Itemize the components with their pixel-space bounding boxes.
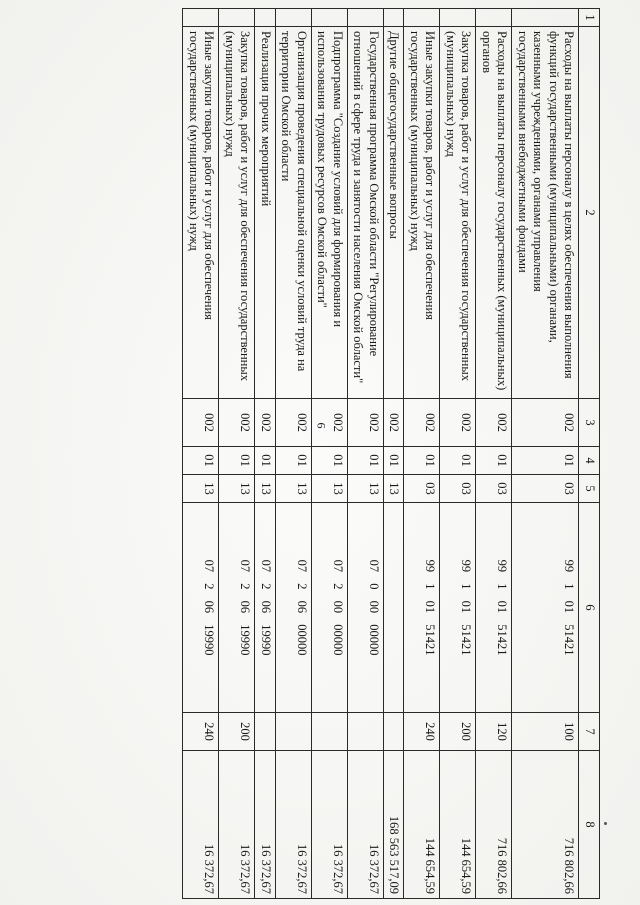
row-code-7 xyxy=(348,713,384,751)
row-code-3: 002 xyxy=(384,399,405,447)
row-code-3: 002 xyxy=(219,399,255,447)
table-row xyxy=(512,9,579,899)
row-code-5: 13 xyxy=(183,475,219,503)
row-marker xyxy=(440,9,476,27)
row-code-5: 03 xyxy=(512,475,579,503)
row-code-6: 07 2 00 00000 xyxy=(312,503,348,713)
row-code-6: 07 2 06 19990 xyxy=(183,503,219,713)
row-code-7 xyxy=(312,713,348,751)
row-description: Государственная программа Омской области "Регулирование отношений в сфере труда и занятости населения Омской области" xyxy=(348,27,384,399)
table-row xyxy=(476,9,512,899)
row-code-3: 002 xyxy=(440,399,476,447)
row-code-4: 01 xyxy=(476,447,512,475)
row-code-6: 07 2 06 19990 xyxy=(219,503,255,713)
row-code-5: 03 xyxy=(476,475,512,503)
row-amount: 144 654,59 xyxy=(404,751,440,899)
row-description: Организация проведения специальной оценки условий труда на территории Омской области xyxy=(276,27,312,399)
row-code-4: 01 xyxy=(255,447,276,475)
row-marker xyxy=(476,9,512,27)
row-code-7 xyxy=(384,713,405,751)
row-code-5: 13 xyxy=(219,475,255,503)
row-code-7: 240 xyxy=(404,713,440,751)
row-amount: 16 372,67 xyxy=(348,751,384,899)
row-code-6: 99 1 01 51421 xyxy=(512,503,579,713)
row-code-4: 01 xyxy=(348,447,384,475)
row-code-4: 01 xyxy=(276,447,312,475)
row-amount: 16 372,67 xyxy=(255,751,276,899)
row-description: Расходы на выплаты персоналу в целях обеспечения выполнения функций государственными (муниципальными) органами, казенными учреждениями, органами управления государственными внебюджетными фондами xyxy=(512,27,579,399)
row-code-6: 99 1 01 51421 xyxy=(440,503,476,713)
row-code-5: 13 xyxy=(348,475,384,503)
row-code-4: 01 xyxy=(512,447,579,475)
row-description: Закупка товаров, работ и услуг для обеспечения государственных (муниципальных) нужд xyxy=(440,27,476,399)
row-code-3: 002 xyxy=(255,399,276,447)
row-description: Другие общегосударственные вопросы xyxy=(384,27,405,399)
row-code-5: 13 xyxy=(384,475,405,503)
row-code-4: 01 xyxy=(384,447,405,475)
row-amount: 144 654,59 xyxy=(440,751,476,899)
row-code-5: 13 xyxy=(255,475,276,503)
table-row xyxy=(255,9,276,899)
row-code-4: 01 xyxy=(404,447,440,475)
row-marker xyxy=(512,9,579,27)
row-marker xyxy=(312,9,348,27)
row-marker xyxy=(255,9,276,27)
row-code-7: 120 xyxy=(476,713,512,751)
table-row xyxy=(384,9,405,899)
row-code-4: 01 xyxy=(312,447,348,475)
table-row xyxy=(404,9,440,899)
row-description: Подпрограмма "Создание условий для формирования и использования трудовых ресурсов Омской области" xyxy=(312,27,348,399)
row-marker xyxy=(183,9,219,27)
row-code-6 xyxy=(384,503,405,713)
row-code-5: 03 xyxy=(440,475,476,503)
header-col-5: 5 xyxy=(579,475,600,503)
header-col-6: 6 xyxy=(579,503,600,713)
header-col-8: 8 xyxy=(579,751,600,899)
table-row xyxy=(276,9,312,899)
row-amount: 716 802,66 xyxy=(476,751,512,899)
row-amount: 16 372,67 xyxy=(276,751,312,899)
header-col-3: 3 xyxy=(579,399,600,447)
row-marker xyxy=(276,9,312,27)
header-col-2: 2 xyxy=(579,27,600,399)
row-code-7 xyxy=(276,713,312,751)
row-code-3: 002 xyxy=(348,399,384,447)
row-code-4: 01 xyxy=(219,447,255,475)
row-code-4: 01 xyxy=(183,447,219,475)
table-row xyxy=(440,9,476,899)
row-amount: 168 563 517,09 xyxy=(384,751,405,899)
row-description: Реализация прочих мероприятий xyxy=(255,27,276,399)
page-number: 6 xyxy=(314,422,329,429)
row-code-7 xyxy=(255,713,276,751)
row-marker xyxy=(404,9,440,27)
row-code-3: 002 xyxy=(183,399,219,447)
row-code-7: 200 xyxy=(219,713,255,751)
table-row xyxy=(219,9,255,899)
row-code-5: 13 xyxy=(276,475,312,503)
row-code-3: 002 xyxy=(512,399,579,447)
row-description: Расходы на выплаты персоналу государственных (муниципальных) органов xyxy=(476,27,512,399)
row-code-5: 13 xyxy=(312,475,348,503)
row-code-3: 002 xyxy=(276,399,312,447)
row-amount: 16 372,67 xyxy=(312,751,348,899)
row-code-3: 002 xyxy=(312,399,348,447)
row-code-6: 07 2 06 00000 xyxy=(276,503,312,713)
row-description: Закупка товаров, работ и услуг для обеспечения государственных (муниципальных) нужд xyxy=(219,27,255,399)
table-row xyxy=(183,9,219,899)
row-code-6: 07 2 06 19990 xyxy=(255,503,276,713)
row-amount: 716 802,66 xyxy=(512,751,579,899)
header-row xyxy=(579,9,600,899)
row-code-6: 99 1 01 51421 xyxy=(476,503,512,713)
row-amount: 16 372,67 xyxy=(183,751,219,899)
header-col-1: 1 xyxy=(579,9,600,27)
row-code-3: 002 xyxy=(476,399,512,447)
budget-table xyxy=(183,8,601,899)
row-amount: 16 372,67 xyxy=(219,751,255,899)
scan-speck xyxy=(604,822,607,825)
row-marker xyxy=(348,9,384,27)
header-col-7: 7 xyxy=(579,713,600,751)
row-code-7: 240 xyxy=(183,713,219,751)
row-marker xyxy=(384,9,405,27)
row-code-6: 07 0 00 00000 xyxy=(348,503,384,713)
row-code-7: 200 xyxy=(440,713,476,751)
budget-table-rotated xyxy=(80,8,600,898)
table-row xyxy=(312,9,348,899)
row-marker xyxy=(219,9,255,27)
table-row xyxy=(348,9,384,899)
row-description: Иные закупки товаров, работ и услуг для обеспечения государственных (муниципальных) нужд xyxy=(183,27,219,399)
row-description: Иные закупки товаров, работ и услуг для обеспечения государственных (муниципальных) нужд xyxy=(404,27,440,399)
row-code-4: 01 xyxy=(440,447,476,475)
row-code-6: 99 1 01 51421 xyxy=(404,503,440,713)
row-code-5: 03 xyxy=(404,475,440,503)
row-code-7: 100 xyxy=(512,713,579,751)
header-col-4: 4 xyxy=(579,447,600,475)
row-code-3: 002 xyxy=(404,399,440,447)
